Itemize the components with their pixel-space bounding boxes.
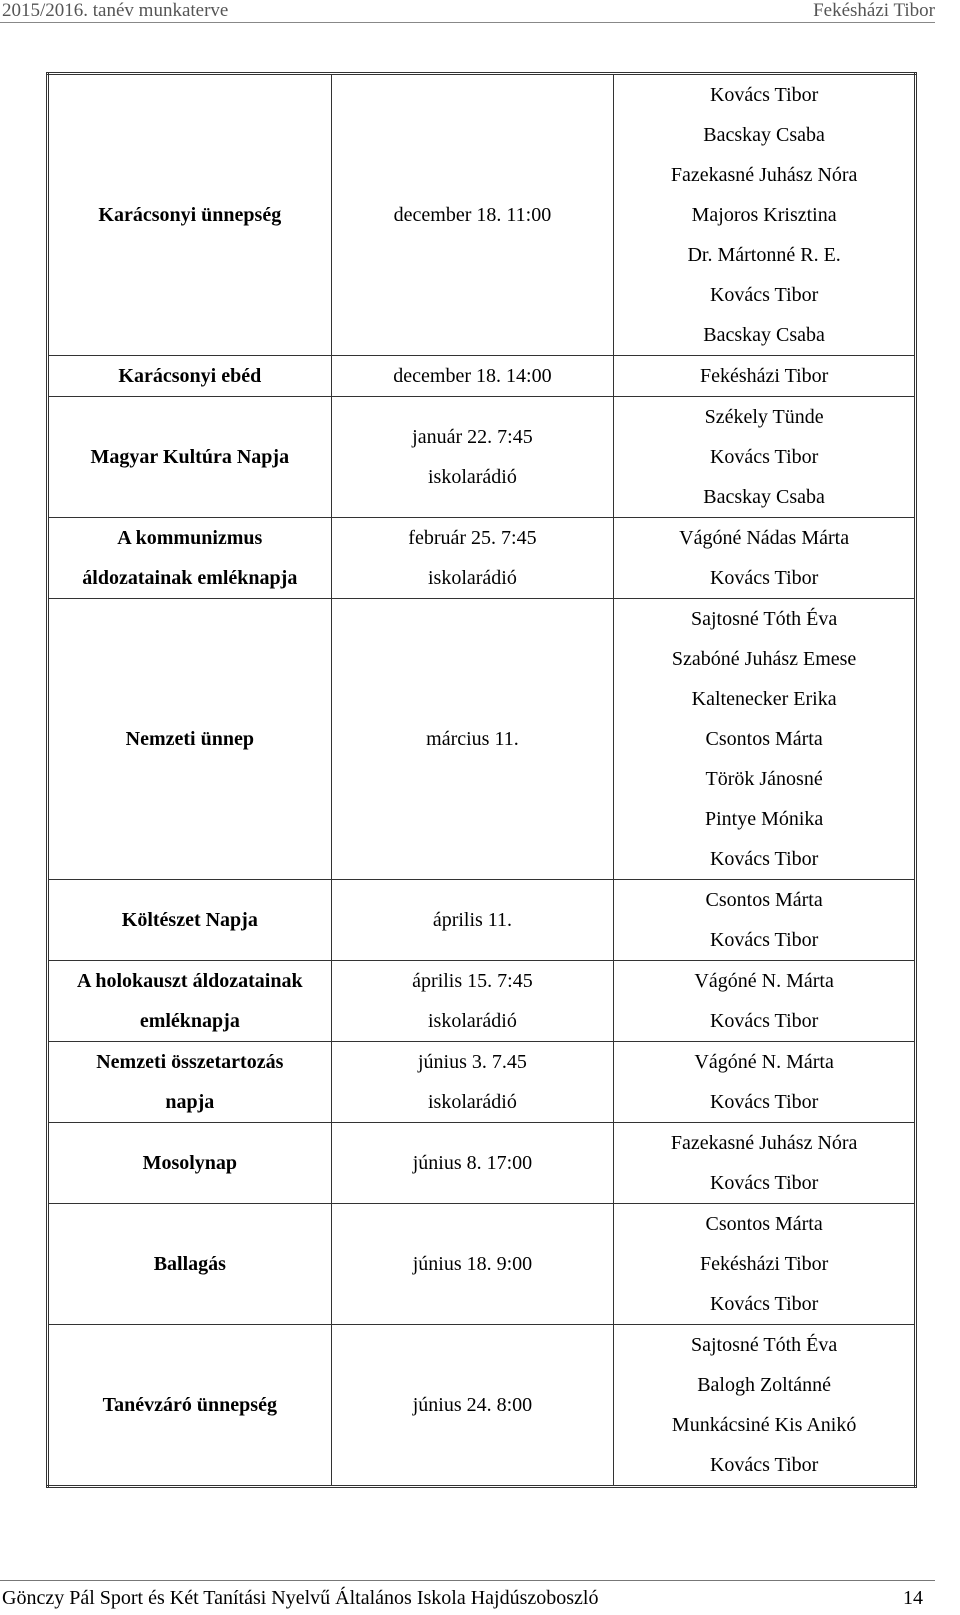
date-line: december 18. 11:00 — [393, 204, 552, 226]
date-line: iskolarádió — [428, 1091, 517, 1113]
date-line: április 15. 7:45 — [412, 970, 533, 992]
events-table — [46, 72, 917, 1488]
event-line: emléknapja — [139, 1010, 240, 1032]
people-line: Kovács Tibor — [709, 446, 819, 468]
table-row — [48, 74, 916, 356]
event-line: Ballagás — [153, 1253, 226, 1275]
people-line: Kovács Tibor — [709, 929, 819, 951]
date-cell — [331, 356, 614, 397]
table-row — [48, 1042, 916, 1123]
date-line: június 24. 8:00 — [412, 1394, 533, 1416]
event-cell — [48, 356, 332, 397]
date-cell — [331, 961, 614, 1042]
people-line: Kovács Tibor — [709, 1010, 819, 1032]
event-line: napja — [165, 1091, 215, 1113]
event-cell — [48, 518, 332, 599]
date-cell — [331, 599, 614, 880]
date-line: június 8. 17:00 — [412, 1152, 533, 1174]
date-line: június 18. 9:00 — [412, 1253, 533, 1275]
event-cell — [48, 1042, 332, 1123]
people-line: Szabóné Juhász Emese — [671, 648, 857, 670]
event-line: Nemzeti összetartozás — [96, 1051, 284, 1073]
people-line: Fazekasné Juhász Nóra — [670, 1132, 858, 1154]
table-row — [48, 961, 916, 1042]
event-cell — [48, 1204, 332, 1325]
people-line: Török Jánosné — [705, 768, 823, 790]
people-cell — [614, 961, 916, 1042]
people-line: Kovács Tibor — [709, 284, 819, 306]
table-row — [48, 397, 916, 518]
people-line: Kovács Tibor — [709, 84, 819, 106]
people-cell — [614, 1204, 916, 1325]
page-number: 14 — [903, 1587, 923, 1609]
people-line: Kovács Tibor — [709, 567, 819, 589]
date-cell — [331, 1123, 614, 1204]
people-line: Kovács Tibor — [709, 1454, 819, 1476]
date-cell — [331, 518, 614, 599]
date-line: iskolarádió — [428, 466, 517, 488]
people-line: Munkácsiné Kis Anikó — [671, 1414, 857, 1436]
date-line: január 22. 7:45 — [412, 426, 533, 448]
people-line: Bacskay Csaba — [703, 486, 825, 508]
people-line: Kovács Tibor — [709, 848, 819, 870]
people-line: Dr. Mártonné R. E. — [687, 244, 841, 266]
people-line: Fazekasné Juhász Nóra — [670, 164, 858, 186]
date-cell — [331, 1325, 614, 1487]
event-cell — [48, 880, 332, 961]
people-line: Kovács Tibor — [709, 1091, 819, 1113]
event-line: Magyar Kultúra Napja — [90, 446, 290, 468]
table-row — [48, 599, 916, 880]
table-row — [48, 880, 916, 961]
people-line: Fekésházi Tibor — [699, 1253, 829, 1275]
date-cell — [331, 880, 614, 961]
date-line: február 25. 7:45 — [408, 527, 537, 549]
date-line: április 11. — [432, 909, 513, 931]
event-line: Tanévzáró ünnepség — [102, 1394, 277, 1416]
date-line: iskolarádió — [428, 1010, 517, 1032]
date-line: március 11. — [426, 728, 519, 750]
date-cell — [331, 74, 614, 356]
event-line: Nemzeti ünnep — [125, 728, 254, 750]
people-cell — [614, 1325, 916, 1487]
event-line: Költészet Napja — [121, 909, 258, 931]
people-line: Bacskay Csaba — [703, 324, 825, 346]
page-header — [0, 0, 935, 23]
date-cell — [331, 397, 614, 518]
people-line: Balogh Zoltánné — [697, 1374, 832, 1396]
table-row — [48, 1123, 916, 1204]
people-line: Kaltenecker Erika — [691, 688, 837, 710]
people-line: Vágóné N. Márta — [694, 1051, 834, 1073]
event-line: Karácsonyi ünnepség — [98, 204, 282, 226]
event-cell — [48, 1123, 332, 1204]
table-row — [48, 356, 916, 397]
people-cell — [614, 599, 916, 880]
people-line: Vágóné N. Márta — [694, 970, 834, 992]
header-title: 2015/2016. tanév munkaterve — [2, 0, 229, 21]
event-cell — [48, 961, 332, 1042]
event-cell — [48, 1325, 332, 1487]
header-author: Fekésházi Tibor — [813, 0, 935, 21]
people-cell — [614, 1123, 916, 1204]
people-line: Kovács Tibor — [709, 1293, 819, 1315]
people-cell — [614, 356, 916, 397]
page-footer — [0, 1580, 935, 1615]
people-line: Majoros Krisztina — [691, 204, 837, 226]
people-line: Bacskay Csaba — [703, 124, 825, 146]
people-line: Székely Tünde — [704, 406, 824, 428]
people-cell — [614, 74, 916, 356]
people-line: Csontos Márta — [705, 889, 823, 911]
people-line: Pintye Mónika — [704, 808, 824, 830]
people-line: Sajtosné Tóth Éva — [690, 608, 838, 630]
date-line: december 18. 14:00 — [393, 365, 552, 387]
event-line: A holokauszt áldozatainak — [77, 970, 303, 992]
event-line: áldozatainak emléknapja — [82, 567, 298, 589]
people-cell — [614, 880, 916, 961]
event-cell — [48, 74, 332, 356]
footer-school-name: Gönczy Pál Sport és Két Tanítási Nyelvű Általános Iskola Hajdúszoboszló — [2, 1587, 599, 1609]
event-line: Mosolynap — [142, 1152, 238, 1174]
date-line: iskolarádió — [428, 567, 517, 589]
date-cell — [331, 1204, 614, 1325]
date-line: június 3. 7.45 — [417, 1051, 527, 1073]
people-line: Sajtosné Tóth Éva — [690, 1334, 838, 1356]
event-cell — [48, 599, 332, 880]
table-row — [48, 1325, 916, 1487]
people-line: Csontos Márta — [705, 1213, 823, 1235]
date-cell — [331, 1042, 614, 1123]
table-row — [48, 1204, 916, 1325]
people-line: Csontos Márta — [705, 728, 823, 750]
event-line: Karácsonyi ebéd — [118, 365, 262, 387]
event-line: A kommunizmus — [117, 527, 263, 549]
table-row — [48, 518, 916, 599]
people-line: Fekésházi Tibor — [699, 365, 829, 387]
event-cell — [48, 397, 332, 518]
people-cell — [614, 518, 916, 599]
people-line: Vágóné Nádas Márta — [679, 527, 850, 549]
people-line: Kovács Tibor — [709, 1172, 819, 1194]
people-cell — [614, 1042, 916, 1123]
people-cell — [614, 397, 916, 518]
